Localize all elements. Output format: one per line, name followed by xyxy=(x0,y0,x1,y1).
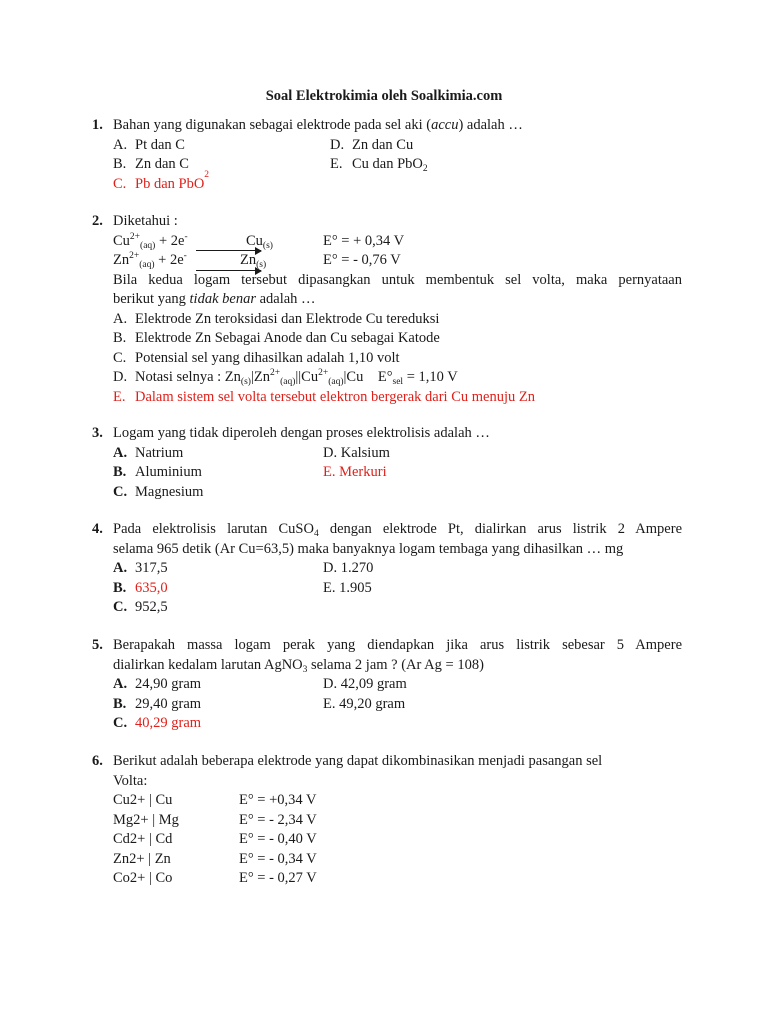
electrode-row: Cd2+ | Cd E° = - 0,40 V xyxy=(113,831,317,847)
question-number: 6. xyxy=(92,753,103,769)
question-2 xyxy=(92,212,682,407)
question-number: 1. xyxy=(92,117,103,133)
question-number: 3. xyxy=(92,425,103,441)
question-text: Pada elektrolisis larutan CuSO$_4$ dengan elektrode Pt, dialirkan arus listrik 2 Ampere selama 965 detik (Ar Cu=63,5) maka banyaknya logam tembaga yang dihasilkan … mg xyxy=(113,521,683,557)
option-b: B. Elektrode Zn Sebagai Anode dan Cu sebagai Katode xyxy=(113,330,440,346)
question-number: 5. xyxy=(92,637,103,653)
option-c-answer: C. 40,29 gram xyxy=(113,715,202,731)
option-c: C. Potensial sel yang dihasilkan adalah 1,10 volt xyxy=(113,349,400,366)
question-text: Bila kedua logam tersebut dipasangkan untuk membentuk sel volta, maka pernyataan berikut yang tidak benar adalah … xyxy=(113,271,682,307)
question-text: Berapakah massa logam perak yang diendapkan jika arus listrik sebesar 5 Ampere dialirkan kedalam larutan AgNO$_3$ selama 2 jam ? (Ar Ag = 108) xyxy=(113,637,682,675)
electrode-row: Mg2+ | Mg E° = - 2,34 V xyxy=(113,811,317,828)
option-e: E. Cu dan PbO$_2$ xyxy=(330,156,428,174)
option-a: A. 24,90 gram xyxy=(113,676,202,692)
option-e: E. 1.905 xyxy=(323,579,372,596)
question-text: Berikut adalah beberapa elektrode yang dapat dikombinasikan menjadi pasangan sel Volta: xyxy=(113,753,603,789)
known-label: Diketahui : xyxy=(113,213,178,229)
option-c: C. 952,5 xyxy=(113,599,168,615)
option-b: B. 29,40 gram xyxy=(113,695,202,712)
option-b: B. Zn dan C xyxy=(113,156,189,172)
option-b: B. Aluminium xyxy=(113,464,202,480)
electrode-row: Cu2+ | Cu E° = +0,34 V xyxy=(113,792,317,808)
option-d: D. Zn dan Cu xyxy=(330,136,414,153)
question-5 xyxy=(92,636,682,734)
question-4 xyxy=(92,520,682,618)
option-d: D. 42,09 gram xyxy=(323,676,407,692)
option-e-answer: E. Merkuri xyxy=(323,464,387,480)
question-text: Logam yang tidak diperoleh dengan proses elektrolisis adalah … xyxy=(113,425,490,441)
option-a: A. Pt dan C xyxy=(113,136,185,153)
question-number: 4. xyxy=(92,521,103,537)
electrode-row: Co2+ | Co E° = - 0,27 V xyxy=(113,870,317,886)
option-a: A. 317,5 xyxy=(113,560,168,576)
question-number: 2. xyxy=(92,213,103,229)
option-d: D. 1.270 xyxy=(323,560,374,576)
electrode-row: Zn2+ | Zn E° = - 0,34 V xyxy=(113,850,317,867)
reaction-zn: $Zn^{2+}_{(aq)} + 2e^-$ $Zn_{(s)}$ E° = - 0,76 V xyxy=(113,251,401,270)
option-d: D. Kalsium xyxy=(323,444,390,461)
option-c: C. Magnesium xyxy=(113,483,204,500)
option-b-answer: B. 635,0 xyxy=(113,579,168,596)
question-1 xyxy=(92,116,682,194)
reaction-cu: $Cu^{2+}_{(aq)} + 2e^-$ $Cu_{(s)}$ E° = + 0,34 V xyxy=(113,231,405,251)
reaction-arrow-icon xyxy=(196,270,261,271)
option-a: A. Natrium xyxy=(113,444,184,461)
option-d: D. Notasi selnya : $Zn_{(s)}|Zn^{2+}_{(aq)}||Cu^{2+}_{(aq)}|Cu$ $E^\circ_{sel} = 1,10$ V xyxy=(113,368,458,387)
option-a: A. Elektrode Zn teroksidasi dan Elektrode Cu tereduksi xyxy=(113,310,440,327)
document-title: Soal Elektrokimia oleh Soalkimia.com xyxy=(265,88,503,104)
question-text: Bahan yang digunakan sebagai elektrode pada sel aki (accu) adalah … xyxy=(113,117,523,133)
question-6 xyxy=(92,752,682,889)
question-3 xyxy=(92,424,682,502)
option-c-answer: C. Pb dan PbO 2 xyxy=(113,169,210,192)
option-e-answer: E. Dalam sistem sel volta tersebut elektron bergerak dari Cu menuju Zn xyxy=(113,388,535,405)
option-e: E. 49,20 gram xyxy=(323,695,406,712)
